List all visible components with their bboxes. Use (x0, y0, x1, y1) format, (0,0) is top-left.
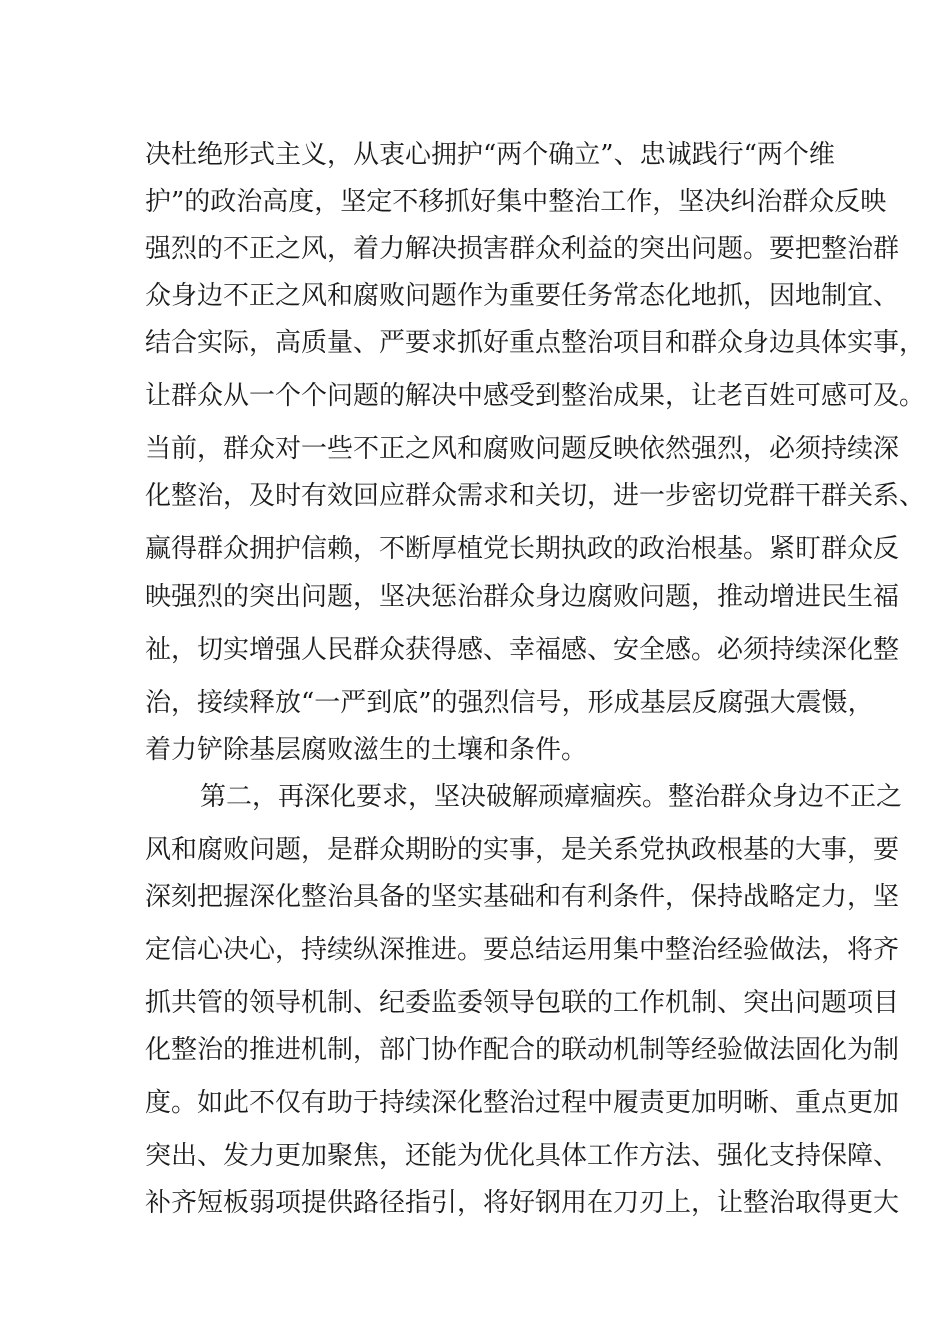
text-line: 度。如此不仅有助于持续深化整治过程中履责更加明晰、重点更加 (145, 1088, 900, 1118)
text-line: 定信心决心，持续纵深推进。要总结运用集中整治经验做法，将齐 (145, 935, 900, 965)
text-line: 着力铲除基层腐败滋生的土壤和条件。 (145, 735, 588, 765)
text-line: 化整治，及时有效回应群众需求和关切，进一步密切党群干群关系、 (145, 481, 926, 511)
text-line: 让群众从一个个问题的解决中感受到整治成果，让老百姓可感可及。 (145, 381, 926, 411)
paragraph-start-line: 第二，再深化要求，坚决破解顽瘴痼疾。整治群众身边不正之 (200, 782, 903, 812)
text-line: 众身边不正之风和腐败问题作为重要任务常态化地抓，因地制宜、 (145, 281, 900, 311)
text-line: 映强烈的突出问题，坚决惩治群众身边腐败问题，推动增进民生福 (145, 582, 900, 612)
text-line: 护”的政治高度，坚定不移抓好集中整治工作，坚决纠治群众反映 (145, 187, 887, 217)
text-line: 化整治的推进机制，部门协作配合的联动机制等经验做法固化为制 (145, 1035, 900, 1065)
text-line: 强烈的不正之风，着力解决损害群众利益的突出问题。要把整治群 (145, 234, 900, 264)
text-line: 结合实际，高质量、严要求抓好重点整治项目和群众身边具体实事， (145, 328, 926, 358)
text-line: 赢得群众拥护信赖，不断厚植党长期执政的政治根基。紧盯群众反 (145, 534, 900, 564)
text-line: 抓共管的领导机制、纪委监委领导包联的工作机制、突出问题项目 (145, 988, 900, 1018)
text-line: 补齐短板弱项提供路径指引，将好钢用在刀刃上，让整治取得更大 (145, 1188, 900, 1218)
text-line: 决杜绝形式主义，从衷心拥护“两个确立”、忠诚践行“两个维 (145, 140, 835, 170)
text-line: 当前，群众对一些不正之风和腐败问题反映依然强烈，必须持续深 (145, 434, 900, 464)
text-line: 深刻把握深化整治具备的坚实基础和有利条件，保持战略定力，坚 (145, 882, 900, 912)
text-line: 风和腐败问题，是群众期盼的实事，是关系党执政根基的大事，要 (145, 835, 900, 865)
text-line: 治，接续释放“一严到底”的强烈信号，形成基层反腐强大震慑， (145, 688, 874, 718)
text-line: 祉，切实增强人民群众获得感、幸福感、安全感。必须持续深化整 (145, 635, 900, 665)
text-line: 突出、发力更加聚焦，还能为优化具体工作方法、强化支持保障、 (145, 1141, 900, 1171)
